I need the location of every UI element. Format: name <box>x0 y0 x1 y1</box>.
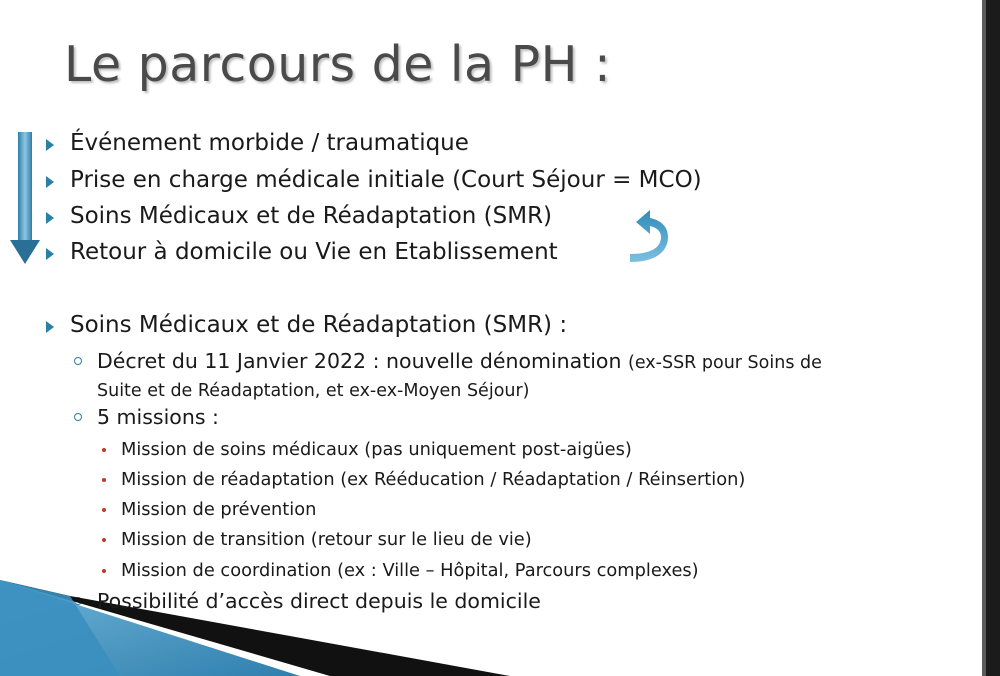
slide-title: Le parcours de la PH : <box>64 36 612 93</box>
list-item: Retour à domicile ou Vie en Etablissement <box>70 239 558 265</box>
return-arrow-icon <box>628 204 674 268</box>
mission-item: Mission de transition (retour sur le lieu de vie) <box>121 529 532 550</box>
triangle-bullet-icon <box>46 248 54 260</box>
list-item: Prise en charge médicale initiale (Court Séjour = MCO) <box>70 167 702 193</box>
list-item: Événement morbide / traumatique <box>70 130 469 156</box>
missions-heading: 5 missions : <box>97 405 219 429</box>
mission-item: Mission de réadaptation (ex Rééducation / Réadaptation / Réinsertion) <box>121 469 746 490</box>
triangle-bullet-icon <box>46 176 54 188</box>
triangle-bullet-icon <box>46 321 54 333</box>
list-item: Soins Médicaux et de Réadaptation (SMR) <box>70 203 553 229</box>
circle-bullet-icon <box>74 357 82 365</box>
direct-access-text: Possibilité d’accès direct depuis le domicile <box>97 589 541 613</box>
decree-detail-continued: Suite et de Réadaptation, et ex-ex-Moyen Séjour) <box>97 381 530 401</box>
decorative-swoosh <box>0 560 520 676</box>
mission-item: Mission de coordination (ex : Ville – Hôpital, Parcours complexes) <box>121 560 699 581</box>
decree-detail: (ex-SSR pour Soins de <box>628 353 822 373</box>
mission-item: Mission de soins médicaux (pas uniquement post-aigües) <box>121 439 632 460</box>
dot-bullet-icon <box>102 508 106 512</box>
mission-item: Mission de prévention <box>121 499 317 520</box>
decree-text <box>97 348 957 404</box>
dot-bullet-icon <box>102 478 106 482</box>
down-arrow-icon <box>8 132 42 266</box>
triangle-bullet-icon <box>46 139 54 151</box>
dot-bullet-icon <box>102 448 106 452</box>
circle-bullet-icon <box>74 413 82 421</box>
dot-bullet-icon <box>102 538 106 542</box>
triangle-bullet-icon <box>46 212 54 224</box>
window-edge <box>986 0 1000 676</box>
smr-heading: Soins Médicaux et de Réadaptation (SMR) : <box>70 312 568 338</box>
decree-main: Décret du 11 Janvier 2022 : nouvelle dénomination <box>97 349 628 373</box>
